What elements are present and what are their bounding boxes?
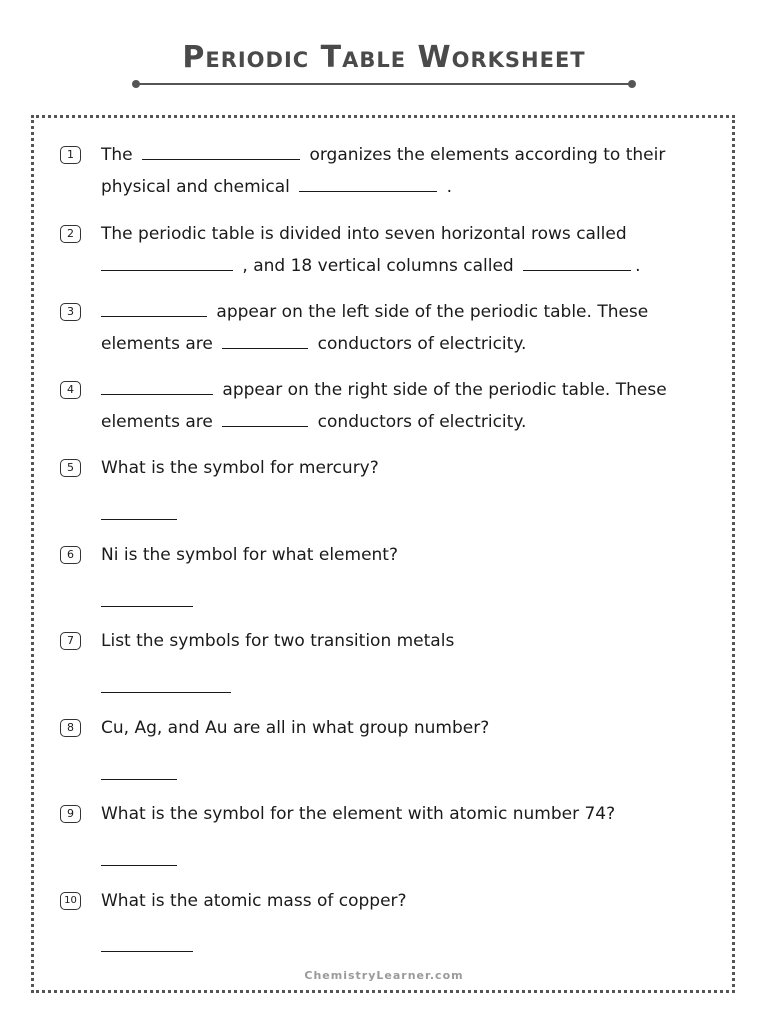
question-1-part-2: organizes the elements according to their — [309, 145, 666, 165]
question-number-9: 9 — [60, 805, 81, 823]
question-text-7: List the symbols for two transition metals — [101, 631, 455, 651]
answer-line-10[interactable] — [101, 951, 193, 952]
question-text-2 — [101, 218, 701, 282]
question-4-part-1: appear on the right side of the periodic table. These — [222, 380, 667, 400]
worksheet-header — [0, 30, 768, 86]
question-text-9: What is the symbol for the element with atomic number 74? — [101, 804, 616, 824]
question-number-3: 3 — [60, 303, 81, 321]
answer-line-7[interactable] — [101, 692, 231, 693]
question-text-3 — [101, 296, 701, 360]
question-2-part-2: , and 18 vertical columns called — [242, 256, 514, 276]
question-1-part-4: . — [446, 177, 453, 197]
question-4-blank-1[interactable] — [101, 374, 213, 395]
question-3-part-2: elements are — [101, 334, 213, 354]
question-3-part-1: appear on the left side of the periodic table. These — [216, 302, 649, 322]
question-1-blank-2[interactable] — [299, 171, 437, 192]
question-4-part-2: elements are — [101, 412, 213, 432]
question-number-10: 10 — [60, 892, 81, 910]
question-3-part-3: conductors of electricity. — [317, 334, 527, 354]
question-2-blank-2[interactable] — [523, 250, 631, 271]
question-number-7: 7 — [60, 632, 81, 650]
answer-line-5[interactable] — [101, 519, 177, 520]
question-text-5: What is the symbol for mercury? — [101, 458, 379, 478]
answer-line-8[interactable] — [101, 779, 177, 780]
question-text-6: Ni is the symbol for what element? — [101, 545, 398, 565]
question-text-10: What is the atomic mass of copper? — [101, 891, 407, 911]
question-text-8: Cu, Ag, and Au are all in what group number? — [101, 718, 490, 738]
question-3-blank-1[interactable] — [101, 296, 207, 317]
question-number-1: 1 — [60, 146, 81, 164]
question-text-1 — [101, 139, 701, 203]
question-1-part-3: physical and chemical — [101, 177, 290, 197]
question-number-8: 8 — [60, 719, 81, 737]
question-number-6: 6 — [60, 546, 81, 564]
question-4-blank-2[interactable] — [222, 406, 308, 427]
title-rule — [136, 83, 632, 85]
title-rule-right-dot — [628, 80, 636, 88]
question-number-4: 4 — [60, 381, 81, 399]
footer-credit: ChemistryLearner.com — [304, 969, 464, 982]
question-text-4 — [101, 374, 701, 438]
question-2-part-3: . — [635, 256, 641, 276]
answer-line-6[interactable] — [101, 606, 193, 607]
question-1-blank-1[interactable] — [142, 139, 300, 160]
question-2-blank-1[interactable] — [101, 250, 233, 271]
question-3-blank-2[interactable] — [222, 328, 308, 349]
question-4-part-3: conductors of electricity. — [317, 412, 527, 432]
question-2-part-1: The periodic table is divided into seven horizontal rows called — [101, 224, 627, 244]
worksheet-title: Periodic Table Worksheet — [182, 40, 586, 75]
answer-line-9[interactable] — [101, 865, 177, 866]
question-number-2: 2 — [60, 225, 81, 243]
question-1-part-1: The — [101, 145, 133, 165]
question-number-5: 5 — [60, 459, 81, 477]
